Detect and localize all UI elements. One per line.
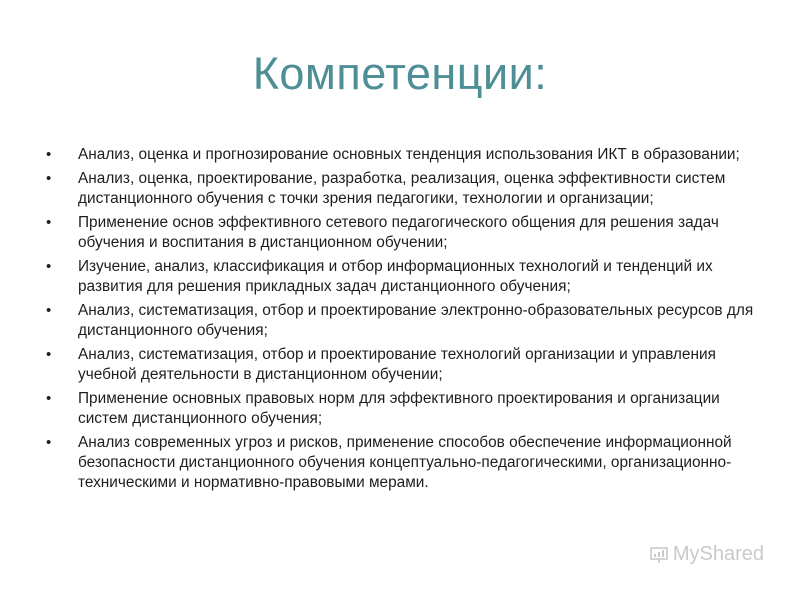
bullet-icon: • [46, 214, 52, 231]
competencies-list [46, 145, 766, 497]
list-item-text: Анализ современных угроз и рисков, применение способов обеспечение информационной безопасности дистанционного обучения концептуально-педагогическими, организационно-техническими и нормативно-правовыми мерами. [78, 434, 732, 491]
bullet-icon: • [46, 258, 52, 275]
list-item-text: Анализ, систематизация, отбор и проектирование электронно-образовательных ресурсов для дистанционного обучения; [78, 302, 754, 339]
list-item [46, 169, 766, 209]
list-item-text: Анализ, оценка, проектирование, разработка, реализация, оценка эффективности систем дистанционного обучения с точки зрения педагогики, технологии и организации; [78, 170, 726, 207]
list-item [46, 145, 766, 165]
list-item [46, 433, 766, 493]
list-item-text: Применение основных правовых норм для эффективного проектирования и организации систем дистанционного обучения; [78, 390, 720, 427]
bullet-icon: • [46, 390, 52, 407]
bullet-icon: • [46, 346, 52, 363]
list-item-text: Применение основ эффективного сетевого педагогического общения для решения задач обучения и воспитания в дистанционном обучении; [78, 214, 719, 251]
list-item [46, 345, 766, 385]
bullet-icon: • [46, 302, 52, 319]
bullet-icon: • [46, 434, 52, 451]
list-item-text: Изучение, анализ, классификация и отбор информационных технологий и тенденций их развития для решения прикладных задач дистанционного обучения; [78, 258, 713, 295]
list-item [46, 257, 766, 297]
presentation-icon [649, 545, 669, 565]
list-item-text: Анализ, оценка и прогнозирование основных тенденция использования ИКТ в образовании; [78, 146, 740, 163]
list-item-text: Анализ, систематизация, отбор и проектирование технологий организации и управления учебной деятельности в дистанционном обучении; [78, 346, 716, 383]
list-item [46, 389, 766, 429]
slide-title: Компетенции: [252, 48, 548, 99]
watermark [649, 543, 764, 566]
bullet-icon: • [46, 170, 52, 187]
bullet-icon: • [46, 146, 52, 163]
watermark-text: MyShared [672, 543, 764, 565]
list-item [46, 213, 766, 253]
list-item [46, 301, 766, 341]
